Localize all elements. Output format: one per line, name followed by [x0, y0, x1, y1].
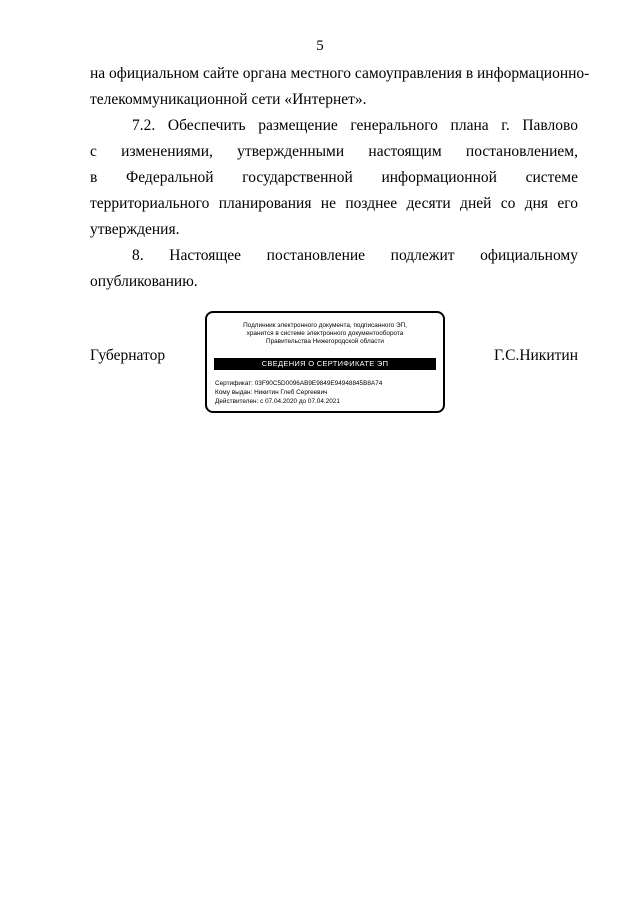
text-line: 7.2. Обеспечить размещение генерального плана г. Павлово [132, 117, 578, 134]
stamp-header-line: Правительства Нижегородской области [265, 338, 385, 345]
text-line: утверждения. [90, 221, 180, 238]
text-line: 8. Настоящее постановление подлежит официальному [132, 247, 578, 264]
text-line: опубликованию. [90, 273, 198, 290]
signatory-name: Г.С.Никитин [494, 347, 578, 364]
stamp-certificate-bar: СВЕДЕНИЯ О СЕРТИФИКАТЕ ЭП [214, 358, 436, 370]
stamp-details [215, 379, 382, 406]
text-line: на официальном сайте органа местного самоуправления в информационно- [90, 65, 590, 82]
stamp-header-line: Подлинник электронного документа, подписанного ЭП, [243, 322, 407, 329]
stamp-validity: Действителен: с 07.04.2020 до 07.04.2021 [215, 398, 340, 405]
stamp-header-line: хранится в системе электронного документооборота [246, 330, 404, 337]
text-line: с изменениями, утвержденными настоящим постановлением, [90, 143, 578, 160]
electronic-signature-stamp [205, 311, 445, 413]
text-line: территориального планирования не позднее десяти дней со дня его [90, 195, 578, 212]
stamp-certificate: Сертификат: 03F90C5D0096AB9E9849E94948845B8A74 [215, 380, 383, 387]
stamp-issued-to: Кому выдан: Никитин Глеб Сергеевич [215, 389, 328, 396]
page-number: 5 [316, 38, 324, 54]
signatory-title: Губернатор [90, 347, 166, 364]
text-line: телекоммуникационной сети «Интернет». [90, 91, 367, 108]
text-line: в Федеральной государственной информационной системе [90, 169, 578, 186]
stamp-header [207, 322, 443, 346]
